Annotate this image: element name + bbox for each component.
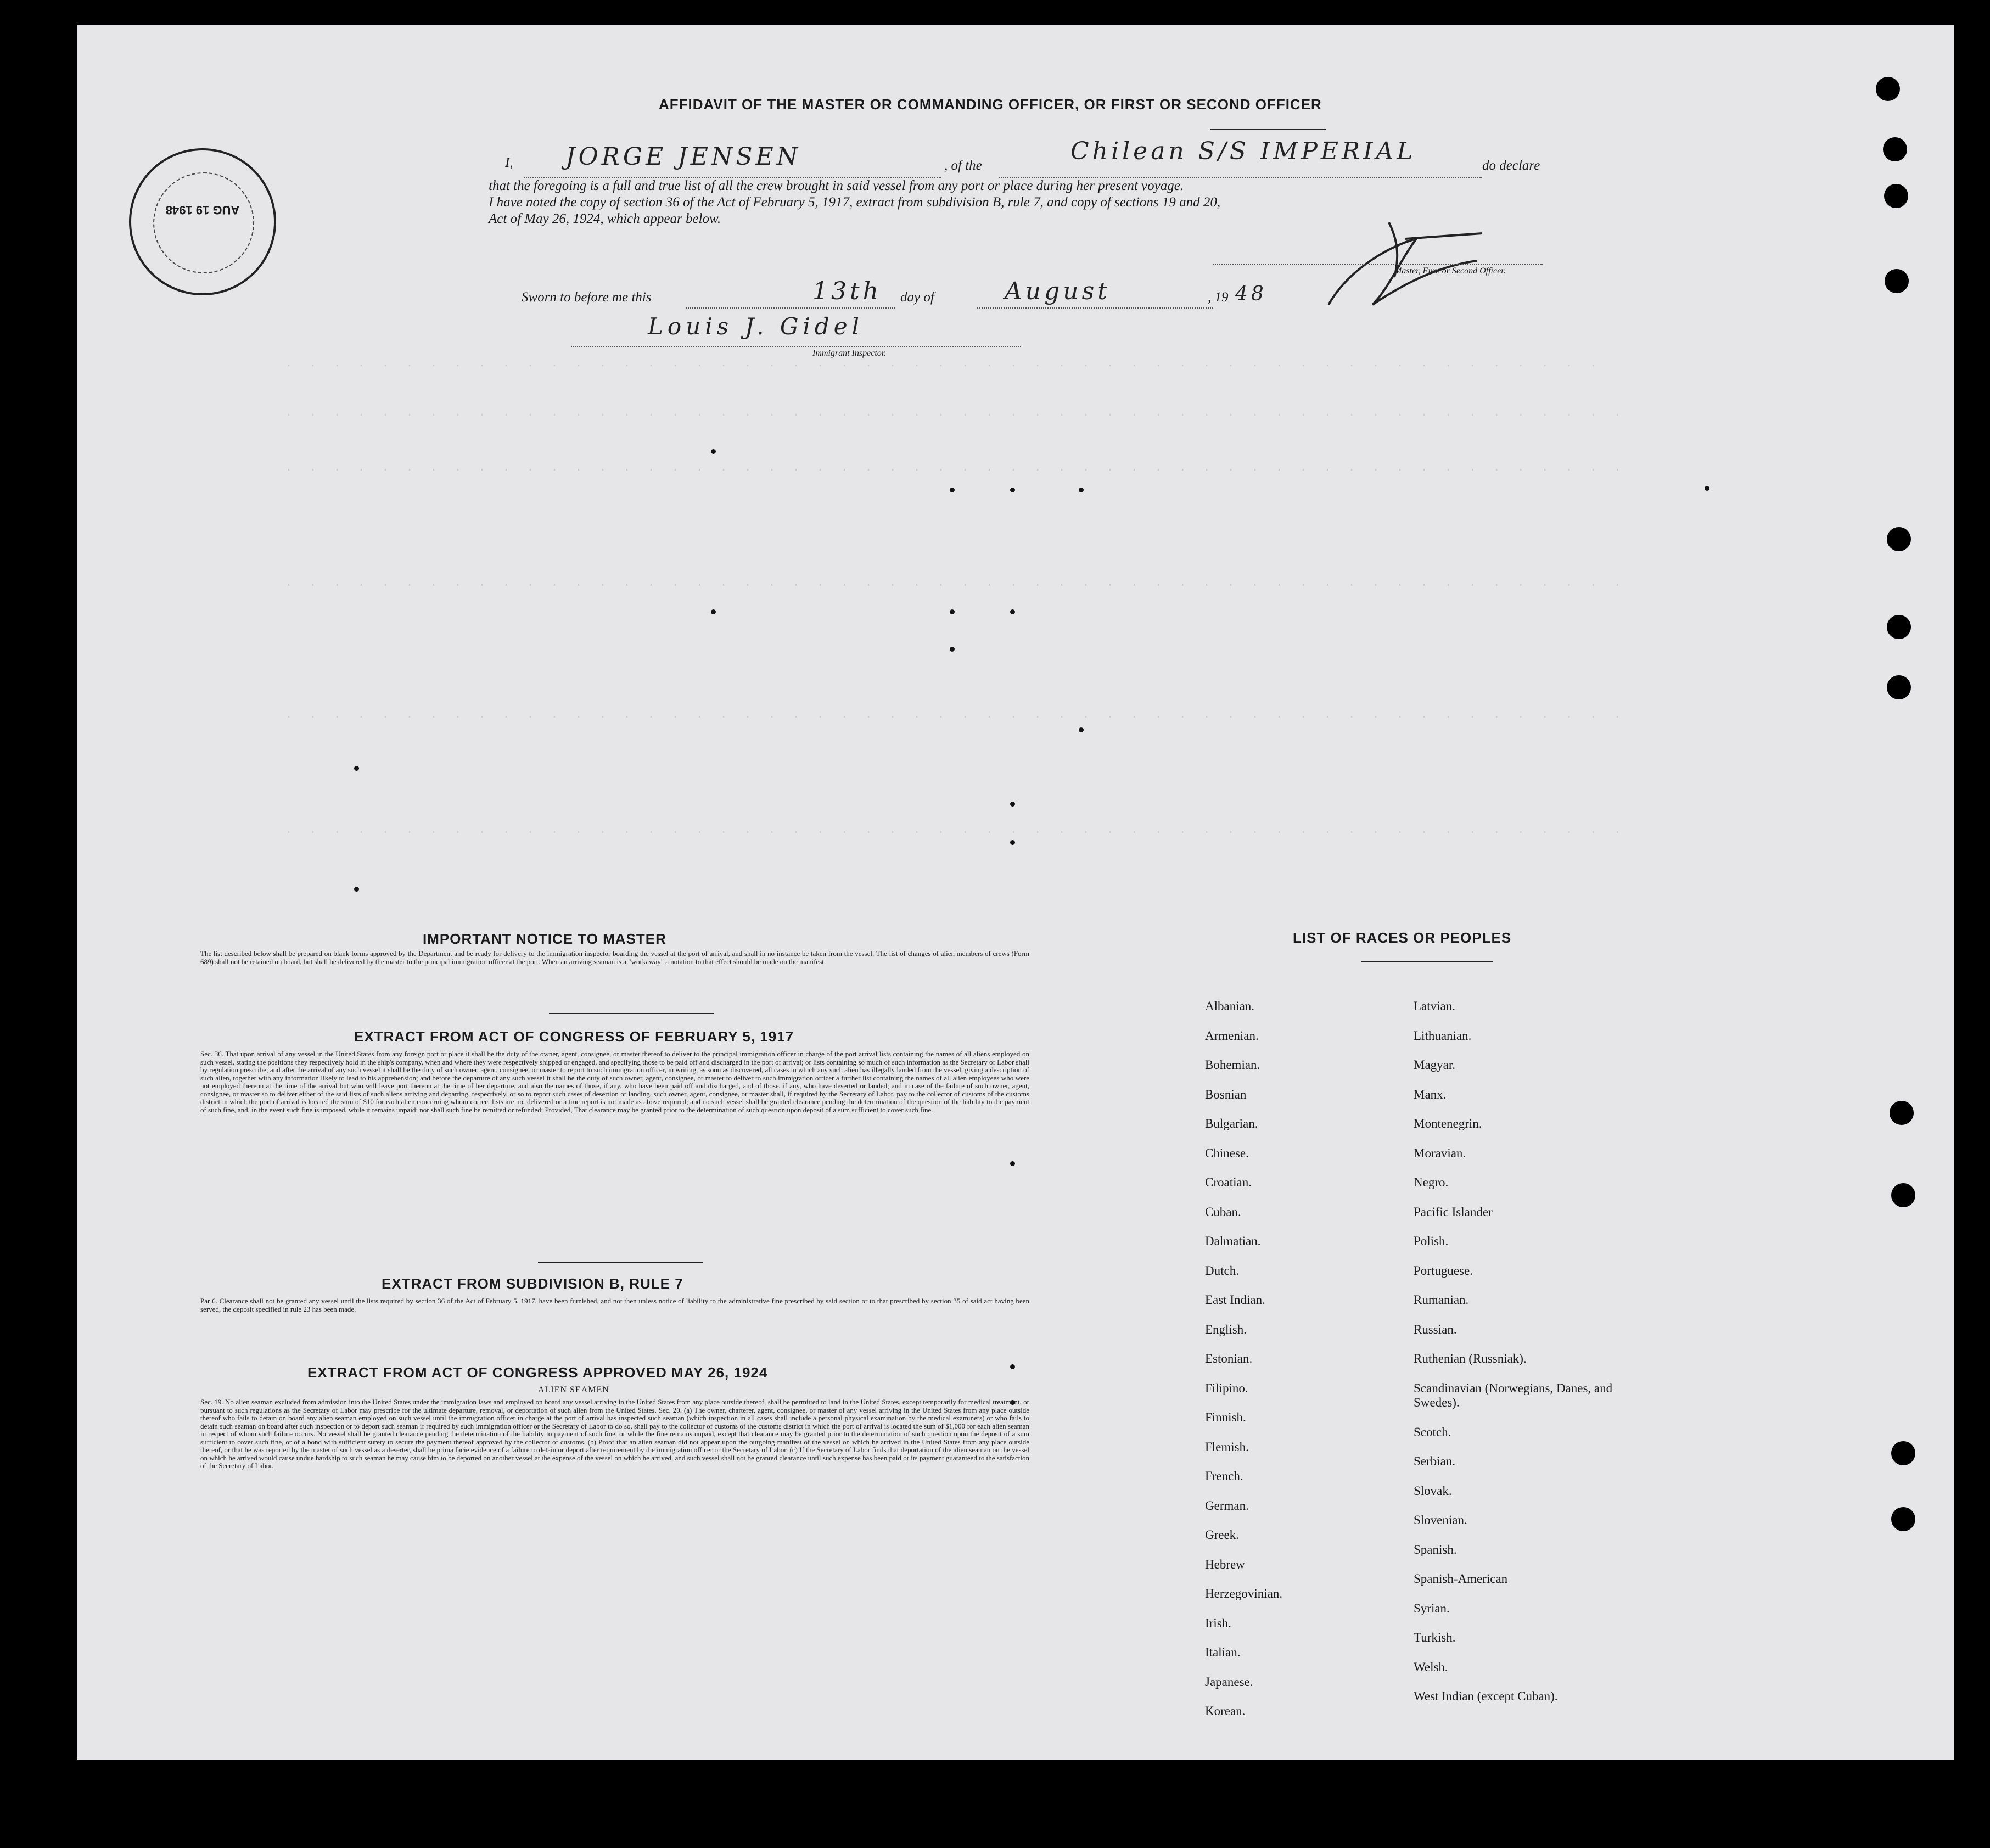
month-line bbox=[977, 307, 1213, 309]
race-item: Irish. bbox=[1205, 1616, 1231, 1630]
race-item: Turkish. bbox=[1414, 1631, 1456, 1644]
affidavit-line4: Act of May 26, 1924, which appear below. bbox=[489, 211, 721, 226]
year-value: 48 bbox=[1235, 283, 1267, 305]
master-name: JORGE JENSEN bbox=[565, 143, 801, 171]
of-the-label: , of the bbox=[944, 158, 982, 173]
race-item: Spanish. bbox=[1414, 1542, 1457, 1556]
ink-dot bbox=[354, 887, 359, 892]
rule7-title: EXTRACT FROM SUBDIVISION B, RULE 7 bbox=[382, 1275, 683, 1292]
race-item: English. bbox=[1205, 1322, 1247, 1336]
extract1917-body: Sec. 36. That upon arrival of any vessel in the United States from any foreign port or place it shall be the duty of the owner, agent, consignee, or master thereof to deliver to the principal immigration officer in charge of the port arrival lists containing the names of all aliens employed on such vessel, stating the positions they respectively hold in the ship's company, when and where they were respectively shipped or engaged, and specifying those to be paid off and discharged in the port of arrival; or lists containing so much of such information as the Secretary of Labor shall by regulation prescribe; and after the arrival of any such vessel it shall be the duty of such owner, agent, consignee, or master to report to such immigration officer, in writing, as soon as discovered, all cases in which any such alien has illegally landed from the vessel, giving a description of such alien, together with any information likely to lead to his apprehension; and before the departure of any such vessel it shall be the duty of such owner, agent, consignee, or master to deliver to such immigration officer a further list containing the names of all alien employees who were not employed thereon at the time of the arrival but who will leave port thereon at the time of her departure, and also the names of those, if any, who have been paid off and discharged, and of those, if any, who have deserted or landed; and in case of the failure of such owner, agent, consignee, or master so to deliver either of the said lists of such aliens arriving and departing, respectively, or so to report such cases of desertion or landing, such owner, agent, consignee, or master shall, if required by the Secretary of Labor, pay to the collector of customs of the customs district in which the port of arrival is located the sum of $10 for each alien concerning whom correct lists are not delivered or a true report is not made as above required; and no such vessel shall be granted clearance pending the determination of the question of the liability to the payment of such fine, and, in the event such fine is imposed, while it remains unpaid; nor shall such fine be remitted or refunded: Provided, That clearance may be granted prior to the determination of such question upon deposit of a sum sufficient to cover such fine. bbox=[200, 1050, 1029, 1114]
race-item: Portuguese. bbox=[1414, 1263, 1473, 1278]
race-item: Albanian. bbox=[1205, 999, 1255, 1013]
race-item: East Indian. bbox=[1205, 1293, 1265, 1307]
races-rule bbox=[1361, 961, 1493, 962]
race-item: Montenegrin. bbox=[1414, 1117, 1482, 1130]
bleed-row: · · · · · · · · · · · · · · · · · · · · · · · · · · · · · · · · · · · · · · · · · · · · · · · · · · · · · · · · bbox=[285, 409, 1627, 422]
punch-hole bbox=[1876, 77, 1900, 101]
bleed-row: · · · · · · · · · · · · · · · · · · · · · · · · · · · · · · · · · · · · · · · · · · · · · · · · · · · · · · · bbox=[285, 360, 1602, 372]
punch-hole bbox=[1887, 675, 1911, 699]
race-item: Korean. bbox=[1205, 1704, 1246, 1718]
ink-dot bbox=[1010, 1161, 1015, 1166]
officer-line bbox=[1213, 264, 1543, 265]
vessel-name: Chilean S/S IMPERIAL bbox=[1070, 137, 1416, 165]
race-item: Bulgarian. bbox=[1205, 1117, 1258, 1130]
day-of-label: day of bbox=[900, 290, 934, 305]
day-line bbox=[686, 307, 895, 309]
punch-hole bbox=[1884, 184, 1908, 208]
extract1924-subtitle: ALIEN SEAMEN bbox=[538, 1385, 609, 1395]
affidavit-line2: that the foregoing is a full and true list of all the crew brought in said vessel from any port or place during her present voyage. bbox=[489, 178, 1184, 193]
inspector-signature: Louis J. Gidel bbox=[648, 313, 864, 340]
officer-caption: Master, First or Second Officer. bbox=[1394, 266, 1506, 276]
punch-hole bbox=[1891, 1441, 1915, 1465]
race-item: Spanish-American bbox=[1414, 1572, 1508, 1586]
date-stamp bbox=[129, 148, 276, 295]
punch-hole bbox=[1891, 1507, 1915, 1531]
race-item: Ruthenian (Russniak). bbox=[1414, 1352, 1527, 1365]
affidavit-line3: I have noted the copy of section 36 of the Act of February 5, 1917, extract from subdivision B, rule 7, and copy of sections 19 and 20, bbox=[489, 195, 1221, 210]
extract1917-rule bbox=[538, 1262, 703, 1263]
notice-rule bbox=[549, 1013, 714, 1014]
manifest-page bbox=[77, 25, 1954, 1760]
race-item: Armenian. bbox=[1205, 1028, 1259, 1043]
ink-dot bbox=[1079, 727, 1084, 732]
punch-hole bbox=[1887, 615, 1911, 639]
race-item: Rumanian. bbox=[1414, 1293, 1469, 1307]
notice-body: The list described below shall be prepared on blank forms approved by the Department and be ready for delivery to the immigration inspector boarding the vessel at the port of arrival, and shall in no instance be taken from the vessel. The list of changes of alien members of crews (Form 689) shall not be retained on board, but shall be delivered by the master to the principal immigration officer at the port. When an arriving seaman is a "workaway" a notation to that effect should be made on the manifest. bbox=[200, 949, 1029, 966]
race-item: Magyar. bbox=[1414, 1058, 1456, 1072]
ink-dot bbox=[950, 647, 955, 652]
ink-dot bbox=[711, 449, 716, 454]
race-item: Slovak. bbox=[1414, 1483, 1452, 1498]
race-item: Polish. bbox=[1414, 1234, 1449, 1248]
punch-hole bbox=[1885, 269, 1909, 293]
race-item: Latvian. bbox=[1414, 999, 1455, 1013]
ink-dot bbox=[1079, 488, 1084, 492]
extract1924-body: Sec. 19. No alien seaman excluded from admission into the United States under the immigration laws and employed on board any vessel arriving in the United States from any place outside thereof, shall be permitted to land in the United States, except temporarily for medical treatment, or pursuant to such regulations as the Secretary of Labor may prescribe for the ultimate departure, removal, or deportation of such alien from the United States. Sec. 20. (a) The owner, charterer, agent, consignee, or master of any vessel arriving in the United States from any place outside thereof who fails to detain on board any alien seaman employed on such vessel until the immigration officer in charge at the port of arrival has inspected such seaman (which inspection in all cases shall include a personal physical examination by the medical examiners) or who fails to detain such seaman on board after such inspection or to deport such seaman if required by such immigration officer or the Secretary of Labor to do so, shall pay to the collector of customs of the customs district in which the port of arrival is located the sum of $1,000 for each alien seaman in respect of whom such failure occurs. No vessel shall be granted clearance pending the determination of the liability to payment of such fine, or while the fine remains unpaid, except that clearance may be granted prior to the determination of such question upon the deposit of a sum sufficient to cover such fine, or of a bond with sufficient surety to secure the payment thereof approved by the collector of customs. (b) Proof that an alien seaman did not appear upon the outgoing manifest of the vessel on which he arrived in the United States from any place outside thereof, or that he was reported by the master of such vessel as a deserter, shall be prima facie evidence of a failure to detain or deport after requirement by the immigration officer or the Secretary of Labor. (c) If the Secretary of Labor finds that deportation of the alien seaman on the vessel on which he arrived would cause undue hardship to such seaman he may cause him to be deported on another vessel at the expense of the vessel on which he arrived, and such vessel shall not be granted clearance until such expense has been paid or its payment guaranteed to the satisfaction of the Secretary of Labor. bbox=[200, 1398, 1029, 1470]
races-title: LIST OF RACES OR PEOPLES bbox=[1293, 929, 1512, 946]
ink-dot bbox=[1010, 488, 1015, 492]
race-item: Estonian. bbox=[1205, 1352, 1253, 1365]
year-prefix: , 19 bbox=[1208, 290, 1229, 305]
punch-hole bbox=[1883, 137, 1907, 161]
race-item: Bosnian bbox=[1205, 1087, 1247, 1101]
ink-dot bbox=[1010, 802, 1015, 807]
do-declare: do declare bbox=[1482, 158, 1540, 173]
race-item: Cuban. bbox=[1205, 1205, 1241, 1219]
race-item: Bohemian. bbox=[1205, 1058, 1260, 1072]
race-item: Manx. bbox=[1414, 1087, 1447, 1101]
race-item: Welsh. bbox=[1414, 1660, 1448, 1674]
inspector-caption: Immigrant Inspector. bbox=[812, 349, 887, 358]
race-item: Scotch. bbox=[1414, 1425, 1451, 1439]
race-item: Syrian. bbox=[1414, 1601, 1450, 1615]
race-item: West Indian (except Cuban). bbox=[1414, 1689, 1558, 1703]
stamp-ring bbox=[153, 172, 254, 273]
day-value: 13th bbox=[812, 277, 882, 305]
race-item: Scandinavian (Norwegians, Danes, and Swedes). bbox=[1414, 1381, 1613, 1409]
race-item: Greek. bbox=[1205, 1528, 1239, 1542]
title-rule bbox=[1210, 129, 1326, 130]
scan-border bbox=[0, 1760, 1990, 1848]
inspector-line bbox=[571, 346, 1021, 347]
race-item: Lithuanian. bbox=[1414, 1028, 1472, 1043]
notice-title: IMPORTANT NOTICE TO MASTER bbox=[423, 931, 666, 947]
bleed-row: · · · · · · · · · · · · · · · · · · · · · · · · · · · · · · · · · · · · · · · · · · · · · · · · · · · · · · · · bbox=[285, 711, 1627, 724]
race-item: Italian. bbox=[1205, 1645, 1241, 1659]
punch-hole bbox=[1890, 1101, 1914, 1125]
race-item: Dutch. bbox=[1205, 1263, 1239, 1278]
bleed-row: · · · · · · · · · · · · · · · · · · · · · · · · · · · · · · · · · · · · · · · · · · · · · · · · · · · · · · · · bbox=[285, 464, 1627, 477]
race-item: Japanese. bbox=[1205, 1675, 1253, 1689]
ink-dot bbox=[1705, 486, 1709, 491]
race-item: Dalmatian. bbox=[1205, 1234, 1261, 1248]
race-item: French. bbox=[1205, 1469, 1243, 1483]
race-item: Slovenian. bbox=[1414, 1513, 1467, 1527]
race-item: Croatian. bbox=[1205, 1175, 1252, 1189]
race-item: Finnish. bbox=[1205, 1410, 1246, 1424]
i-label: I, bbox=[505, 155, 513, 170]
race-item: German. bbox=[1205, 1498, 1249, 1513]
bleed-row: · · · · · · · · · · · · · · · · · · · · · · · · · · · · · · · · · · · · · · · · · · · · · · · · · · · · · · · · bbox=[285, 826, 1627, 839]
ink-dot bbox=[1010, 840, 1015, 845]
ink-dot bbox=[354, 766, 359, 771]
ink-dot bbox=[950, 609, 955, 614]
extract1924-title: EXTRACT FROM ACT OF CONGRESS APPROVED MAY 26, 1924 bbox=[307, 1364, 768, 1381]
ink-dot bbox=[1010, 609, 1015, 614]
race-item: Pacific Islander bbox=[1414, 1205, 1493, 1219]
race-item: Hebrew bbox=[1205, 1557, 1245, 1571]
race-item: Flemish. bbox=[1205, 1440, 1249, 1454]
race-item: Russian. bbox=[1414, 1322, 1457, 1336]
race-item: Herzegovinian. bbox=[1205, 1587, 1283, 1600]
stamp-date: AUG 19 1948 bbox=[165, 203, 240, 217]
race-item: Moravian. bbox=[1414, 1146, 1466, 1160]
affidavit-title: AFFIDAVIT OF THE MASTER OR COMMANDING OFFICER, OR FIRST OR SECOND OFFICER bbox=[659, 96, 1322, 113]
ink-dot bbox=[1010, 1364, 1015, 1369]
race-item: Serbian. bbox=[1414, 1454, 1456, 1468]
race-item: Negro. bbox=[1414, 1175, 1449, 1189]
month-value: August bbox=[1005, 277, 1111, 305]
bleed-row: · · · · · · · · · · · · · · · · · · · · · · · · · · · · · · · · · · · · · · · · · · · · · · · · · · · · · · · · bbox=[285, 579, 1627, 592]
punch-hole bbox=[1891, 1183, 1915, 1207]
ink-dot bbox=[950, 488, 955, 492]
race-item: Filipino. bbox=[1205, 1381, 1248, 1395]
punch-hole bbox=[1887, 527, 1911, 551]
ink-dot bbox=[711, 609, 716, 614]
sworn-label: Sworn to before me this bbox=[522, 290, 652, 305]
extract1917-title: EXTRACT FROM ACT OF CONGRESS OF FEBRUARY 5, 1917 bbox=[354, 1028, 794, 1045]
race-item: Chinese. bbox=[1205, 1146, 1249, 1160]
rule7-body: Par 6. Clearance shall not be granted any vessel until the lists required by section 36 of the Act of February 5, 1917, have been furnished, and not then unless notice of liability to the administrative fine prescribed by said section or to that prescribed by section 35 of said act having been served, the deposit specified in rule 23 has been made. bbox=[200, 1297, 1029, 1313]
